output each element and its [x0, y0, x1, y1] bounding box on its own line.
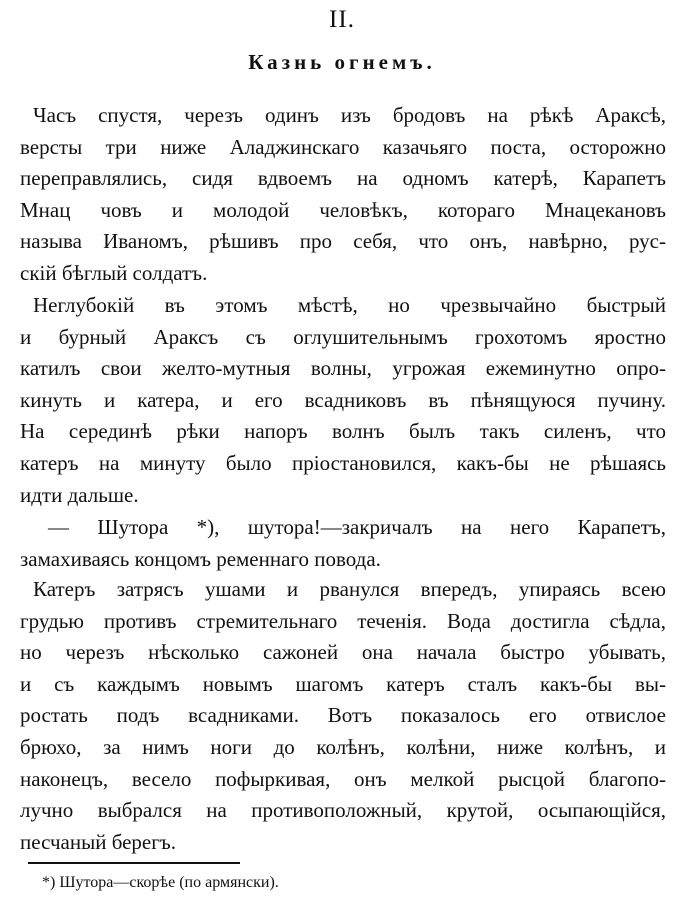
paragraph-1	[20, 100, 666, 290]
chapter-title: Казнь огнемъ.	[248, 50, 436, 74]
paragraph-2	[20, 290, 666, 511]
text-line: версты три ниже Аладжинскаго казачьяго поста, осторожно	[20, 134, 666, 159]
text-line: замахиваясь концомъ ременнаго повода.	[20, 546, 381, 571]
paragraph-3	[20, 512, 666, 575]
text-line: и съ каждымъ новымъ шагомъ катеръ сталъ какъ-бы вы-	[20, 671, 666, 696]
text-line: переправлялись, сидя вдвоемъ на одномъ катерѣ, Карапетъ	[20, 166, 666, 191]
footnote-divider	[28, 862, 240, 864]
text-line: скій бѣглый солдатъ.	[20, 260, 208, 285]
text-line: ростать подъ всадниками. Вотъ показалось его отвислое	[20, 703, 666, 728]
text-line: катеръ на минуту было пріостановился, какъ-бы не рѣшаясь	[20, 450, 666, 475]
text-line: Катеръ затрясъ ушами и рванулся впередъ, упираясь всею	[33, 577, 666, 601]
text-line: лучно выбрался на противоположный, крутой, осыпающійся,	[20, 798, 666, 823]
text-line: Неглубокій въ этомъ мѣстѣ, но чрезвычайно быстрый	[33, 293, 666, 317]
text-line: — Шутора *), шутора!—закричалъ на него Карапетъ,	[48, 515, 666, 539]
text-line: но черезъ нѣсколько сажоней она начала быстро убывать,	[20, 640, 666, 665]
text-line: песчаный берегъ.	[20, 829, 176, 854]
text-line: идти дальше.	[20, 482, 139, 507]
text-line: Мнац човъ и молодой человѣкъ, котораго Мнацекановъ	[20, 197, 666, 222]
text-line: катилъ свои желто-мутныя волны, угрожая ежеминутно опро-	[20, 356, 666, 381]
text-line: На серединѣ рѣки напоръ волнъ былъ такъ силенъ, что	[20, 419, 666, 444]
text-line: Часъ спустя, черезъ одинъ изъ бродовъ на рѣкѣ Араксѣ,	[33, 103, 666, 127]
text-line: называ Иваномъ, рѣшивъ про себя, что онъ, навѣрно, рус-	[20, 229, 666, 254]
text-line: и бурный Араксъ съ оглушительнымъ грохотомъ яростно	[20, 324, 666, 349]
text-line: брюхо, за нимъ ноги до колѣнъ, колѣни, ниже колѣнъ, и	[20, 734, 666, 759]
paragraph-4	[20, 574, 666, 858]
text-line: грудью противъ стремительнаго теченія. Вода достигла сѣдла,	[20, 608, 666, 633]
text-line: наконецъ, весело пофыркивая, онъ мелкой рысцой благопо-	[20, 766, 666, 791]
chapter-number: II.	[329, 6, 355, 33]
text-line: кинуть и катера, и его всадниковъ въ пѣнящуюся пучину.	[20, 387, 666, 412]
footnote: *) Шутора—скорѣе (по армянски).	[42, 874, 279, 891]
